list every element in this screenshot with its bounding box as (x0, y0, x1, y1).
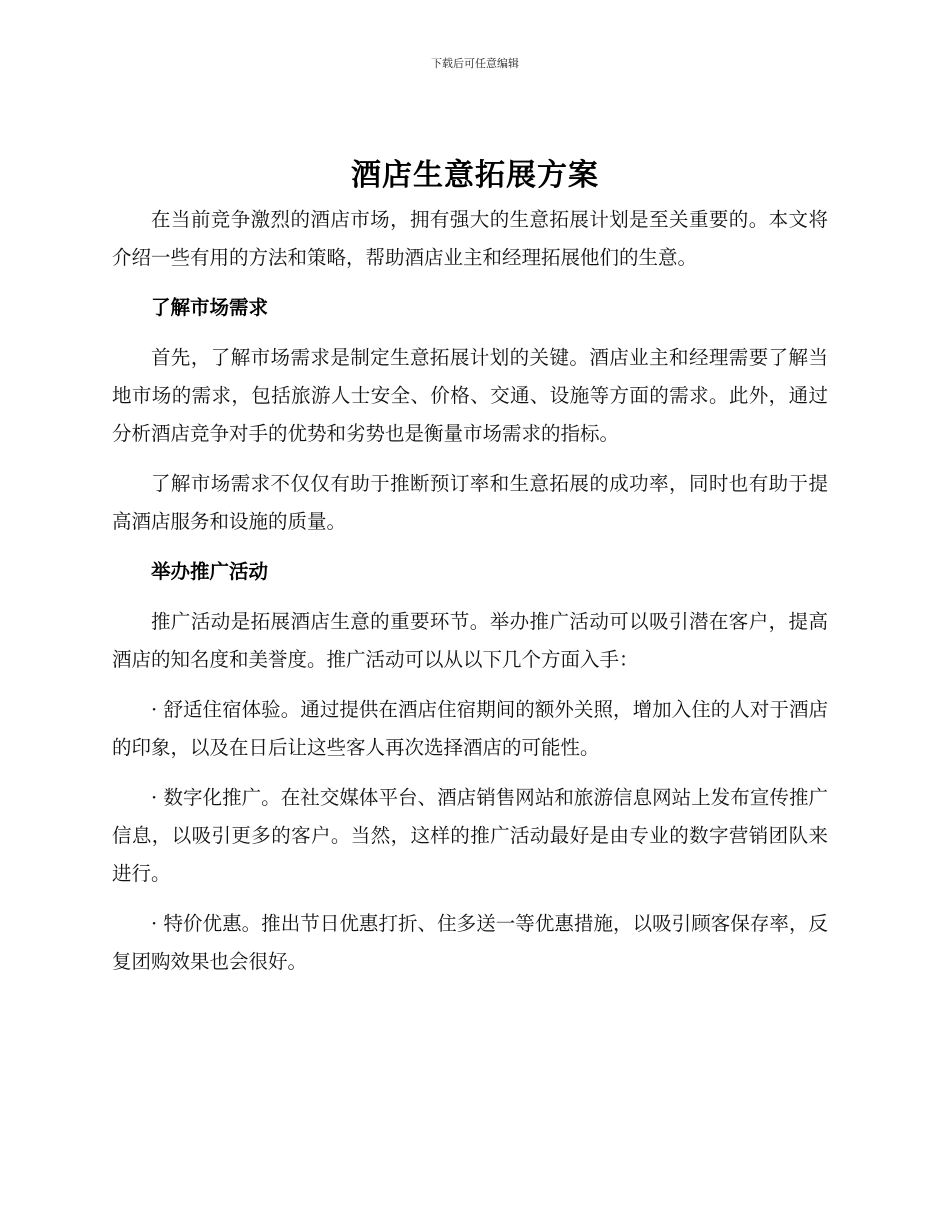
market-paragraph-1: 首先，了解市场需求是制定生意拓展计划的关键。酒店业主和经理需要了解当地市场的需求，包括旅游人士安全、价格、交通、设施等方面的需求。此外，通过分析酒店竞争对手的优势和劣势也是衡量市场需求的指标。 (112, 346, 828, 445)
bullet-item-digital: · 数字化推广。在社交媒体平台、酒店销售网站和旅游信息网站上发布宣传推广信息，以吸引更多的客户。当然，这样的推广活动最好是由专业的数字营销团队来进行。 (112, 786, 828, 885)
section-heading-promo: 举办推广活动 (151, 560, 269, 583)
document-body (112, 201, 828, 993)
bullet-item-comfort: · 舒适住宿体验。通过提供在酒店住宿期间的额外关照，增加入住的人对于酒店的印象，以及在日后让这些客人再次选择酒店的可能性。 (112, 698, 828, 759)
document-title: 酒店生意拓展方案 (351, 158, 599, 193)
promo-paragraph-1: 推广活动是拓展酒店生意的重要环节。举办推广活动可以吸引潜在客户，提高酒店的知名度和美誉度。推广活动可以从以下几个方面入手： (112, 610, 828, 671)
intro-paragraph: 在当前竞争激烈的酒店市场，拥有强大的生意拓展计划是至关重要的。本文将介绍一些有用的方法和策略，帮助酒店业主和经理拓展他们的生意。 (112, 208, 828, 269)
section-heading-market: 了解市场需求 (151, 296, 269, 319)
market-paragraph-2: 了解市场需求不仅仅有助于推断预订率和生意拓展的成功率，同时也有助于提高酒店服务和设施的质量。 (112, 472, 828, 533)
header-note: 下载后可任意编辑 (431, 57, 519, 70)
bullet-item-discount: · 特价优惠。推出节日优惠打折、住多送一等优惠措施，以吸引顾客保存率，反复团购效果也会很好。 (112, 912, 828, 973)
